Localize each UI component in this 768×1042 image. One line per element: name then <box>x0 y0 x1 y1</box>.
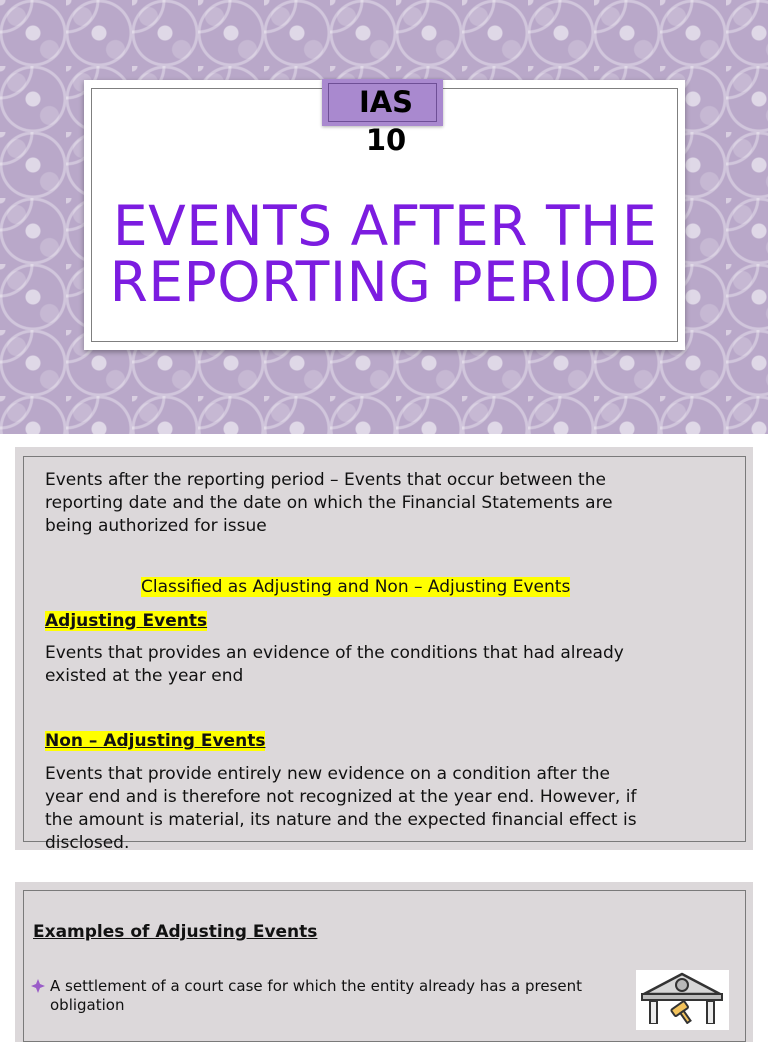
adjusting-line: existed at the year end <box>45 666 244 686</box>
definition-line: reporting date and the date on which the Financial Statements are <box>45 493 613 513</box>
diamond-bullet-icon <box>31 979 45 993</box>
example-item <box>50 977 630 1015</box>
non-adjusting-heading-text: Non – Adjusting Events <box>45 731 266 751</box>
adjusting-heading-text: Adjusting Events <box>45 611 208 631</box>
definition-paragraph <box>45 469 613 538</box>
definition-line: being authorized for issue <box>45 516 267 536</box>
classification-text: Classified as Adjusting and Non – Adjusting Events <box>141 577 571 597</box>
classification-note <box>141 576 570 599</box>
slide-title-line1: EVENTS AFTER THE <box>112 194 658 258</box>
non-adjusting-description <box>45 763 637 855</box>
courthouse-gavel-icon <box>636 970 729 1030</box>
standard-code: 10 <box>365 123 407 157</box>
non-adjusting-line: the amount is material, its nature and the expected financial effect is <box>45 810 637 830</box>
adjusting-description <box>45 642 624 688</box>
example-line: A settlement of a court case for which the entity already has a present <box>50 977 583 995</box>
standard-number <box>322 83 450 159</box>
non-adjusting-line: Events that provide entirely new evidence on a condition after the <box>45 764 610 784</box>
definition-line: Events after the reporting period – Events that occur between the <box>45 470 606 490</box>
slide-title <box>94 194 676 314</box>
example-line: obligation <box>50 996 125 1014</box>
examples-heading: Examples of Adjusting Events <box>33 922 318 942</box>
non-adjusting-line: disclosed. <box>45 833 130 853</box>
adjusting-line: Events that provides an evidence of the conditions that had already <box>45 643 624 663</box>
adjusting-heading <box>45 610 207 633</box>
standard-prefix: IAS <box>358 85 414 119</box>
non-adjusting-heading <box>45 730 265 753</box>
non-adjusting-line: year end and is therefore not recognized at the year end. However, if <box>45 787 637 807</box>
slide-title-line2: REPORTING PERIOD <box>109 250 661 314</box>
